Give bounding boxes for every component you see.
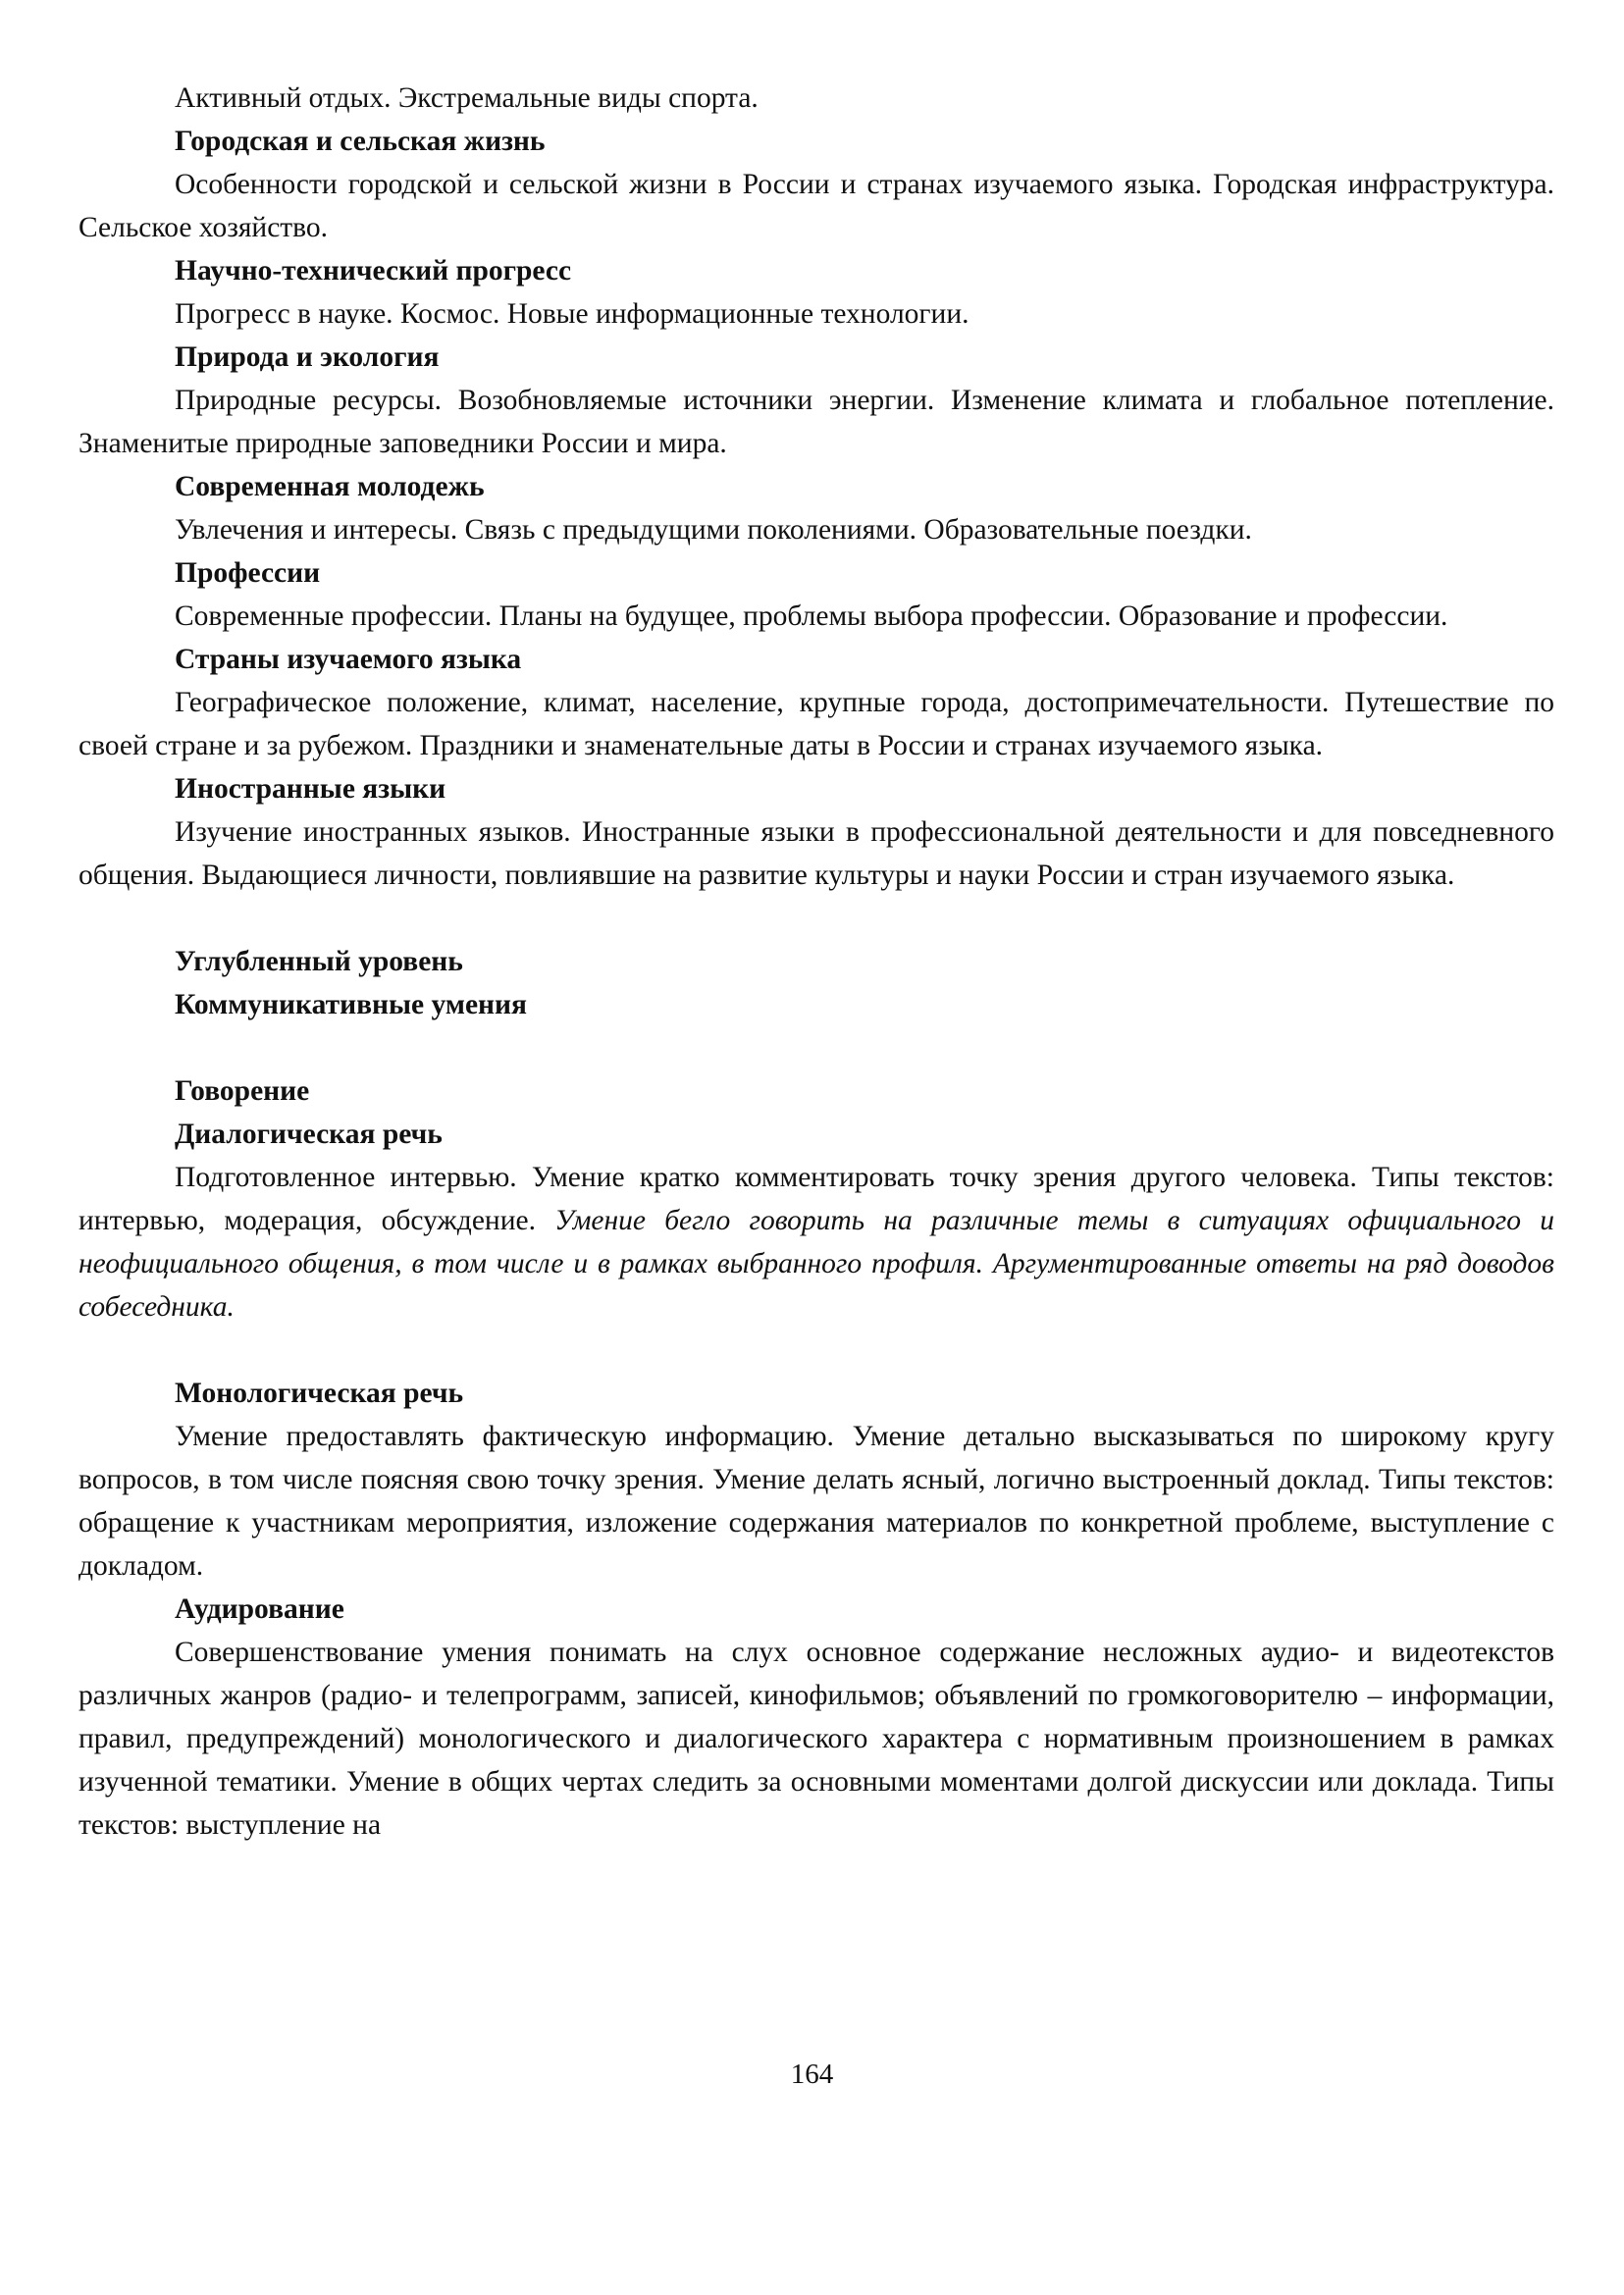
heading-dialogic-speech: Диалогическая речь [175, 1119, 443, 1150]
page-number: 164 [790, 2059, 834, 2090]
paragraph-dialogic-speech-regular: Подготовленное интервью. Умение кратко комментировать точку зрения другого человека. Типы текстов: интервью, модерация, обсуждение. [79, 1162, 1554, 1236]
spacer [79, 1026, 1554, 1069]
paragraph-countries-of-language: Географическое положение, климат, население, крупные города, достопримечательности. Путешествие по своей стране и за рубежом. Праздники и знаменательные даты в России и странах изучаемого языка. [79, 687, 1554, 761]
heading-professions: Профессии [175, 557, 321, 589]
paragraph-scientific-progress: Прогресс в науке. Космос. Новые информационные технологии. [175, 298, 969, 330]
heading-advanced-level: Углубленный уровень [175, 946, 463, 977]
heading-monologic-speech: Монологическая речь [175, 1378, 464, 1409]
heading-scientific-progress: Научно-технический прогресс [175, 255, 572, 287]
paragraph-monologic-speech: Умение предоставлять фактическую информацию. Умение детально высказываться по широкому кругу вопросов, в том числе поясняя свою точку зрения. Умение делать ясный, логично выстроенный доклад. Типы текстов: обращение к участникам мероприятия, изложение содержания материалов по конкретной проблеме, выступление с докладом. [79, 1421, 1554, 1582]
heading-nature-and-ecology: Природа и экология [175, 341, 440, 373]
paragraph-dialogic-speech-italic: Умение бегло говорить на различные темы в ситуациях официального и неофициального общения, в том числе и в рамках выбранного профиля. Аргументированные ответы на ряд доводов собеседника. [79, 1205, 1554, 1323]
paragraph-dialogic-speech [79, 1156, 1554, 1329]
document-page [79, 77, 1554, 1847]
paragraph-modern-youth: Увлечения и интересы. Связь с предыдущими поколениями. Образовательные поездки. [175, 514, 1252, 546]
spacer [79, 897, 1554, 940]
paragraph-foreign-languages: Изучение иностранных языков. Иностранные языки в профессиональной деятельности и для повседневного общения. Выдающиеся личности, повлиявшие на развитие культуры и науки России и стран изучаемого языка. [79, 816, 1554, 891]
heading-foreign-languages: Иностранные языки [175, 773, 446, 805]
paragraph-nature-and-ecology: Природные ресурсы. Возобновляемые источники энергии. Изменение климата и глобальное потепление. Знаменитые природные заповедники России и мира. [79, 385, 1554, 459]
heading-communicative-skills: Коммуникативные умения [175, 989, 527, 1020]
heading-listening: Аудирование [175, 1593, 344, 1625]
paragraph-professions: Современные профессии. Планы на будущее, проблемы выбора профессии. Образование и профессии. [175, 600, 1448, 632]
paragraph-city-and-rural-life: Особенности городской и сельской жизни в России и странах изучаемого языка. Городская инфраструктура. Сельское хозяйство. [79, 169, 1554, 243]
heading-city-and-rural-life: Городская и сельская жизнь [175, 126, 546, 157]
paragraph-active-leisure: Активный отдых. Экстремальные виды спорта. [175, 82, 759, 114]
heading-speaking: Говорение [175, 1075, 310, 1107]
paragraph-listening: Совершенствование умения понимать на слух основное содержание несложных аудио- и видеотекстов различных жанров (радио- и телепрограмм, записей, кинофильмов; объявлений по громкоговорителю – информации, правил, предупреждений) монологического и диалогического характера с нормативным произношением в рамках изученной тематики. Умение в общих чертах следить за основными моментами долгой дискуссии или доклада. Типы текстов: выступление на [79, 1637, 1554, 1841]
heading-countries-of-language: Страны изучаемого языка [175, 644, 522, 675]
spacer [79, 1329, 1554, 1372]
heading-modern-youth: Современная молодежь [175, 471, 485, 502]
